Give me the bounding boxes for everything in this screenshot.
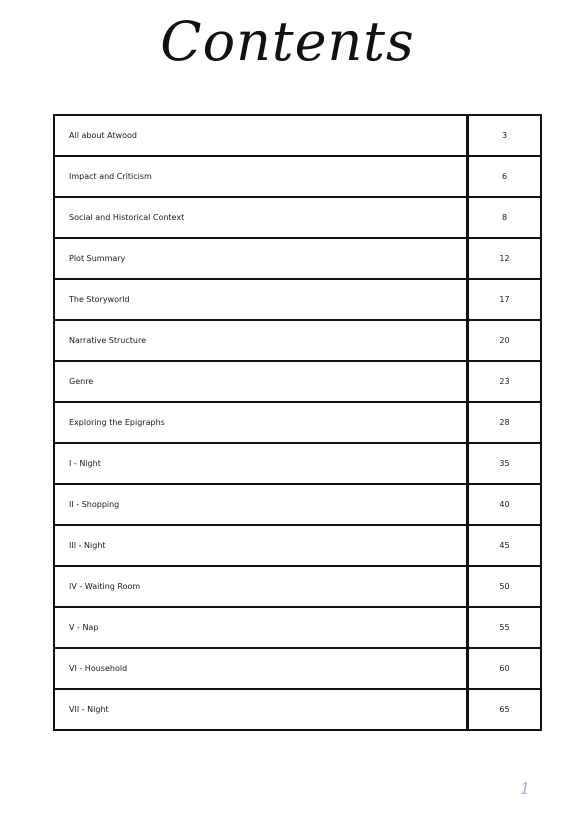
entry-title: Social and Historical Context bbox=[54, 197, 468, 238]
table-row bbox=[54, 443, 541, 484]
entry-title: V - Nap bbox=[54, 607, 468, 648]
entry-title: I - Night bbox=[54, 443, 468, 484]
entry-page-number: 65 bbox=[468, 689, 542, 730]
table-row bbox=[54, 156, 541, 197]
entry-page-number: 55 bbox=[468, 607, 542, 648]
entry-title: Exploring the Epigraphs bbox=[54, 402, 468, 443]
entry-title: The Storyworld bbox=[54, 279, 468, 320]
table-row bbox=[54, 197, 541, 238]
entry-page-number: 40 bbox=[468, 484, 542, 525]
table-row bbox=[54, 484, 541, 525]
entry-title: Impact and Criticism bbox=[54, 156, 468, 197]
entry-page-number: 8 bbox=[468, 197, 542, 238]
table-row bbox=[54, 402, 541, 443]
table-row bbox=[54, 279, 541, 320]
table-row bbox=[54, 525, 541, 566]
table-row bbox=[54, 689, 541, 730]
entry-page-number: 17 bbox=[468, 279, 542, 320]
contents-table bbox=[53, 114, 542, 731]
entry-title: IV - Waiting Room bbox=[54, 566, 468, 607]
entry-title: VII - Night bbox=[54, 689, 468, 730]
table-row bbox=[54, 566, 541, 607]
entry-page-number: 12 bbox=[468, 238, 542, 279]
entry-page-number: 60 bbox=[468, 648, 542, 689]
entry-page-number: 45 bbox=[468, 525, 542, 566]
entry-title: All about Atwood bbox=[54, 115, 468, 156]
page-number: 1 bbox=[520, 779, 531, 798]
entry-page-number: 6 bbox=[468, 156, 542, 197]
entry-title: III - Night bbox=[54, 525, 468, 566]
table-row bbox=[54, 238, 541, 279]
page-title: Contents bbox=[160, 10, 415, 73]
entry-page-number: 50 bbox=[468, 566, 542, 607]
table-row bbox=[54, 361, 541, 402]
table-row bbox=[54, 320, 541, 361]
entry-page-number: 3 bbox=[468, 115, 542, 156]
entry-title: Plot Summary bbox=[54, 238, 468, 279]
entry-title: VI - Household bbox=[54, 648, 468, 689]
entry-title: Genre bbox=[54, 361, 468, 402]
table-row bbox=[54, 648, 541, 689]
entry-title: Narrative Structure bbox=[54, 320, 468, 361]
table-row bbox=[54, 607, 541, 648]
entry-title: II - Shopping bbox=[54, 484, 468, 525]
entry-page-number: 23 bbox=[468, 361, 542, 402]
entry-page-number: 35 bbox=[468, 443, 542, 484]
entry-page-number: 28 bbox=[468, 402, 542, 443]
table-row bbox=[54, 115, 541, 156]
entry-page-number: 20 bbox=[468, 320, 542, 361]
